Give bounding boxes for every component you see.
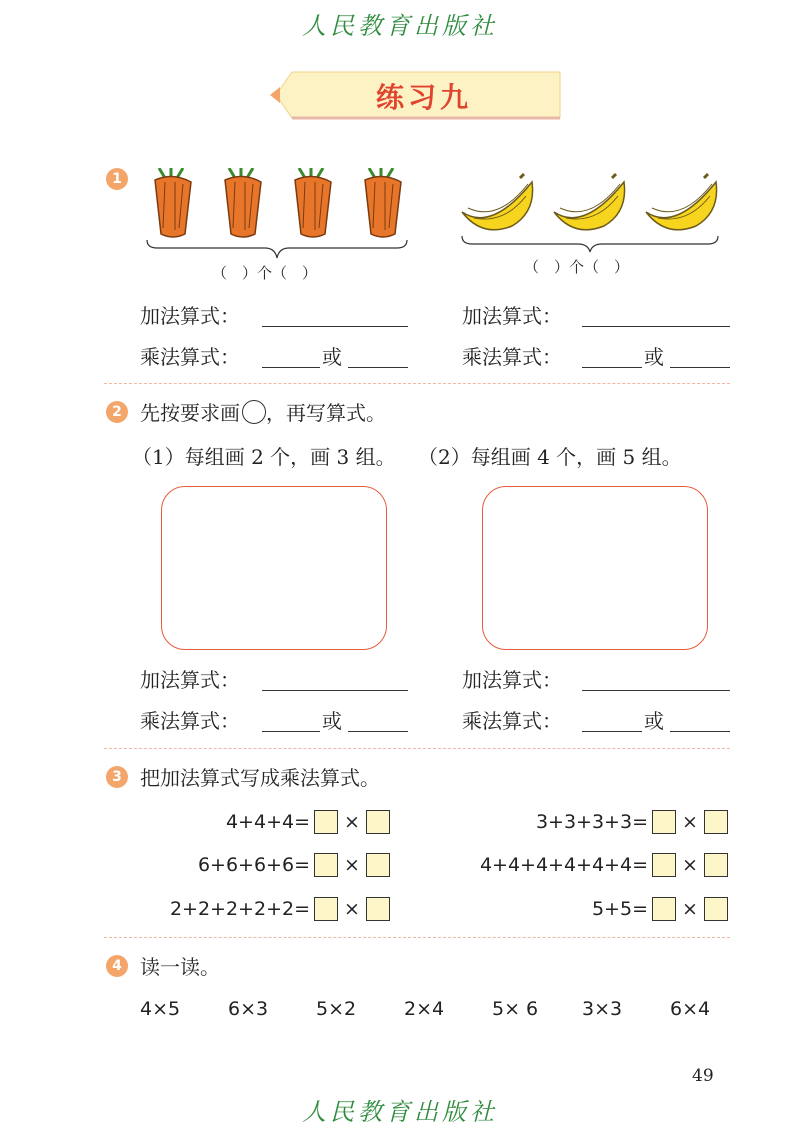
question-4-badge: 4	[106, 955, 128, 977]
answer-box[interactable]	[314, 853, 338, 877]
publisher-footer: 人民教育出版社	[302, 1098, 498, 1126]
answer-box[interactable]	[652, 810, 676, 834]
q1-mul-answer-left-2[interactable]	[348, 367, 408, 368]
banana-bunch-2	[554, 174, 625, 230]
question-3-badge: 3	[106, 766, 128, 788]
carrot-bunch-2	[225, 168, 261, 237]
answer-box[interactable]	[366, 810, 390, 834]
q1-add-answer-right[interactable]	[582, 326, 730, 327]
answer-box[interactable]	[314, 897, 338, 921]
answer-box[interactable]	[314, 810, 338, 834]
read-item: 3×3	[582, 998, 623, 1020]
section-divider	[104, 748, 730, 749]
read-item: 5×2	[316, 998, 357, 1020]
q1-mul-answer-right-1[interactable]	[582, 367, 642, 368]
question-2-badge: 2	[106, 401, 128, 423]
q2-add-answer-right[interactable]	[582, 690, 730, 691]
question-1-badge: 1	[106, 168, 128, 190]
q3-prompt: 把加法算式写成乘法算式。	[140, 766, 380, 790]
q2-part2-instruction: （2）每组画 4 个，画 5 组。	[418, 445, 682, 469]
q1-or-left: 或	[322, 345, 342, 369]
carrot-bunch-4	[365, 168, 401, 237]
q2-or-left: 或	[322, 709, 342, 733]
q3-right-equation-2: 4+4+4+4+4+4=	[479, 854, 648, 876]
times-sign: ×	[344, 898, 360, 920]
q1-add-label-left: 加法算式：	[140, 304, 240, 328]
q1-add-label-right: 加法算式：	[462, 304, 562, 328]
q3-left-equation-3: 2+2+2+2+2=	[169, 898, 310, 920]
q2-or-right: 或	[644, 709, 664, 733]
answer-box[interactable]	[366, 853, 390, 877]
q3-left-equation-2: 6+6+6+6=	[197, 854, 310, 876]
carrot-groups-blank[interactable]: （ ）个（ ）	[212, 264, 318, 282]
q1-mul-label-left: 乘法算式：	[140, 345, 240, 369]
times-sign: ×	[344, 854, 360, 876]
q2-mul-label-right: 乘法算式：	[462, 709, 562, 733]
read-item: 6×3	[228, 998, 269, 1020]
q1-mul-answer-left-1[interactable]	[262, 367, 320, 368]
q2-mul-answer-right-1[interactable]	[582, 731, 642, 732]
q1-mul-answer-right-2[interactable]	[670, 367, 730, 368]
banana-brace	[460, 234, 722, 254]
circle-icon	[242, 400, 266, 424]
answer-box[interactable]	[652, 853, 676, 877]
section-divider	[104, 937, 730, 938]
q2-add-label-left: 加法算式：	[140, 668, 240, 692]
banana-groups-blank[interactable]: （ ）个（ ）	[524, 258, 630, 276]
q1-mul-label-right: 乘法算式：	[462, 345, 562, 369]
carrot-bunches-illustration	[145, 168, 425, 240]
q1-add-answer-left[interactable]	[262, 326, 408, 327]
section-divider	[104, 383, 730, 384]
answer-box[interactable]	[704, 897, 728, 921]
page-number: 49	[692, 1066, 714, 1086]
read-item: 6×4	[670, 998, 711, 1020]
q3-right-equation-1: 3+3+3+3=	[535, 811, 648, 833]
q3-left-equation-1: 4+4+4=	[225, 811, 310, 833]
answer-box[interactable]	[652, 897, 676, 921]
q2-add-answer-left[interactable]	[262, 690, 408, 691]
banana-bunch-3	[646, 174, 717, 230]
times-sign: ×	[682, 898, 698, 920]
q4-prompt: 读一读。	[140, 955, 220, 979]
q2-mul-answer-right-2[interactable]	[670, 731, 730, 732]
answer-box[interactable]	[704, 810, 728, 834]
banana-bunch-1	[462, 174, 533, 230]
carrot-brace	[145, 238, 410, 260]
times-sign: ×	[682, 811, 698, 833]
banana-bunches-illustration	[458, 172, 728, 232]
times-sign: ×	[682, 854, 698, 876]
q2-mul-answer-left-2[interactable]	[348, 731, 408, 732]
times-sign: ×	[344, 811, 360, 833]
q2-part1-instruction: （1）每组画 2 个，画 3 组。	[132, 445, 396, 469]
carrot-bunch-1	[155, 168, 191, 237]
q2-prompt-a: 先按要求画	[140, 401, 240, 425]
q2-mul-label-left: 乘法算式：	[140, 709, 240, 733]
q2-add-label-right: 加法算式：	[462, 668, 562, 692]
publisher-header: 人民教育出版社	[302, 12, 498, 40]
carrot-bunch-3	[295, 168, 331, 237]
read-item: 5× 6	[492, 998, 539, 1020]
q2-prompt-b: ，再写算式。	[266, 401, 386, 425]
drawing-area-2[interactable]	[482, 486, 708, 650]
answer-box[interactable]	[366, 897, 390, 921]
read-item: 2×4	[404, 998, 445, 1020]
drawing-area-1[interactable]	[161, 486, 387, 650]
page-title: 练习九	[375, 81, 472, 114]
q3-right-equation-3: 5+5=	[591, 898, 648, 920]
q2-mul-answer-left-1[interactable]	[262, 731, 320, 732]
q1-or-right: 或	[644, 345, 664, 369]
read-item: 4×5	[140, 998, 181, 1020]
answer-box[interactable]	[704, 853, 728, 877]
